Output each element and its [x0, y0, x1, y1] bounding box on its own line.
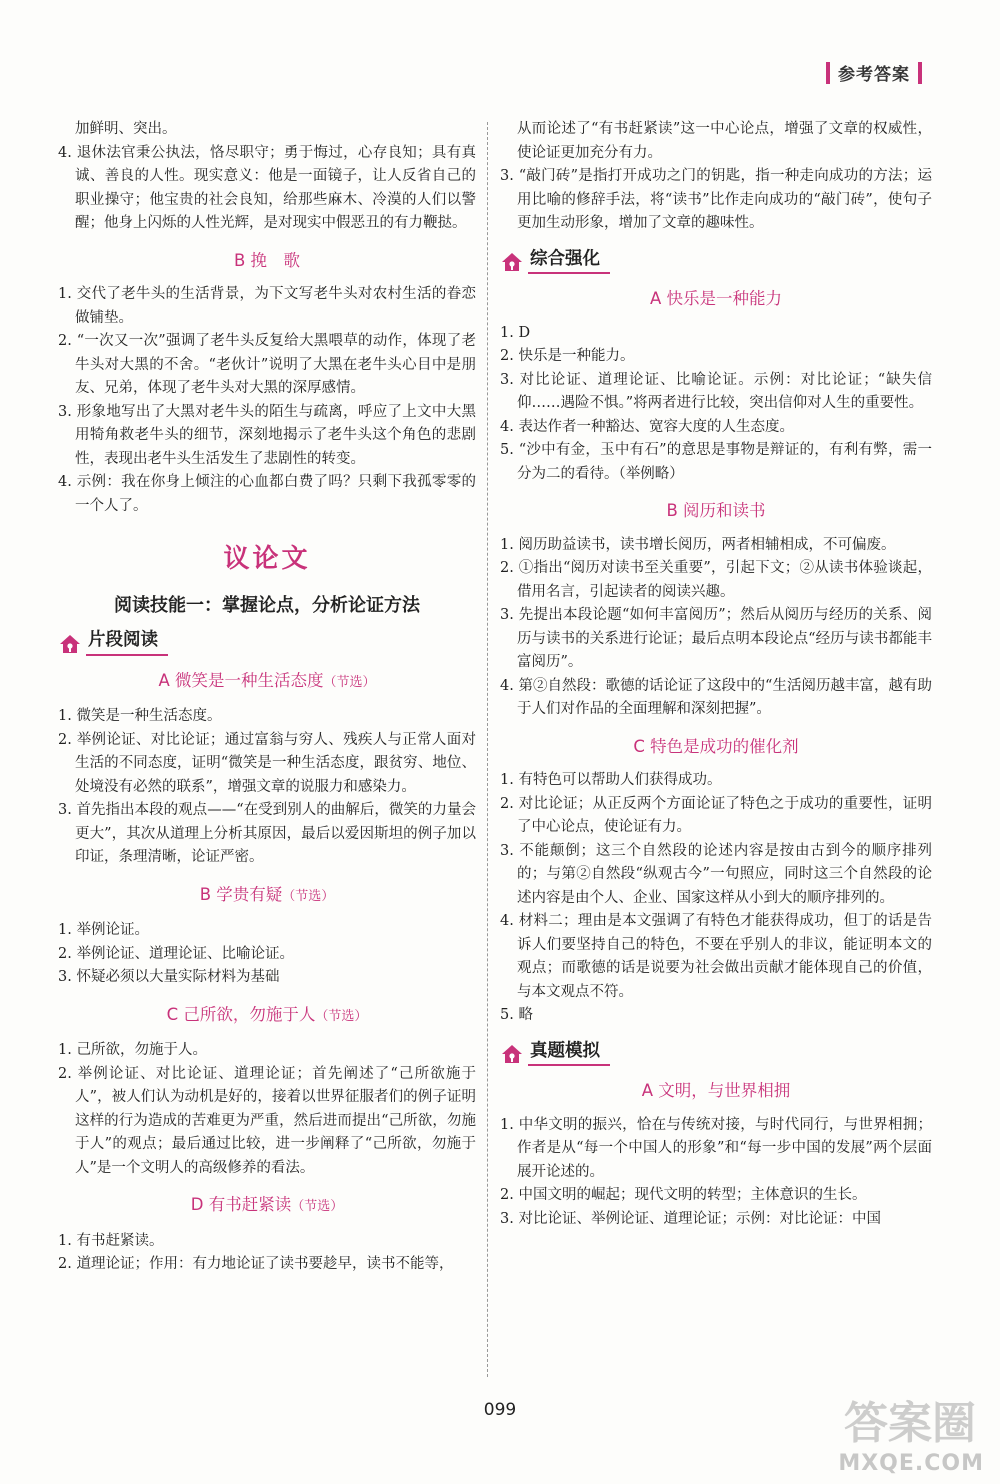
skill-heading: 阅读技能一：掌握论点，分析论证方法: [114, 594, 420, 616]
subsection-title-text: C 己所欲，勿施于人: [166, 1004, 316, 1024]
answer-item: 2. 快乐是一种能力。: [500, 348, 635, 364]
genre-title: 议论文: [223, 544, 311, 574]
right-column: [500, 118, 932, 1231]
subsection-title-text: C 特色是成功的催化剂: [633, 736, 799, 756]
answer-item: 3. “敲门砖”是指打开成功之门的钥匙，指一种走向成功的方法；运用比喻的修辞手法，将“读书”比作走向成功的“敲门砖”，使句子更加生动形象，增加了文章的趣味性。: [500, 168, 932, 231]
section-header: [500, 248, 932, 275]
subsection-title-text: A 文明，与世界相拥: [641, 1081, 791, 1100]
house-icon: [500, 1042, 524, 1066]
section-label: 综合强化: [528, 248, 610, 275]
answer-item: 1. D: [500, 324, 531, 341]
subsection-title: [500, 735, 932, 759]
answer-item: 1. 微笑是一种生活态度。: [58, 708, 222, 724]
watermark-logo: [838, 1383, 988, 1478]
answer-item: 3. 对比论证、道理论证、比喻论证。示例：对比论证；“缺失信仰……遇险不惧。”将两者进行比较，突出信仰对人生的重要性。: [500, 371, 932, 411]
watermark-text: 答案圈: [844, 1398, 976, 1449]
answer-item: 3. 形象地写出了大黑对老牛头的陌生与疏离，呼应了上文中大黑用犄角救老牛头的细节，深刻地揭示了老牛头这个角色的悲剧性，表现出老牛头生活发生了悲剧性的转变。: [58, 403, 476, 467]
subsection-note: （节选）: [323, 674, 376, 690]
answer-item: 1. 己所欲，勿施于人。: [58, 1042, 207, 1058]
subsection-title: [58, 249, 476, 273]
section-label: 片段阅读: [86, 629, 168, 656]
subsection-note: （节选）: [291, 1199, 344, 1214]
page-number: 099: [483, 1400, 517, 1420]
answer-item: 3. 首先指出本段的观点——“在受到别人的曲解后，微笑的力量会更大”，其次从道理上分析其原因，最后以爱因斯坦的例子加以印证，条理清晰，论证严密。: [58, 802, 476, 865]
answer-item: 2. 举例论证、道理论证、比喻论证。: [58, 945, 294, 962]
subsection-title: [500, 1079, 932, 1103]
answer-item: 1. 中华文明的振兴，恰在与传统对接，与时代同行，与世界相拥；作者是从“每一个中国人的形象”和“每一步中国的发展”两个层面展开论述的。: [500, 1116, 932, 1180]
section-header: [500, 1040, 932, 1067]
answer-item: 1. 交代了老牛头的生活背景，为下文写老牛头对农村生活的眷恋做铺垫。: [58, 286, 476, 326]
subsection-title: [500, 287, 932, 311]
subsection-title: [58, 1003, 476, 1029]
answer-item: 3. 不能颠倒；这三个自然段的论述内容是按由古到今的顺序排列的；与第②自然段“纵观古今”一句照应，同时这三个自然段的论述内容是由个人、企业、国家这样从小到大的顺序排列的。: [500, 842, 932, 906]
house-icon: [500, 250, 524, 274]
answer-continuation: 加鲜明、突出。: [75, 121, 177, 137]
left-column: [58, 118, 476, 1277]
watermark-url: MXQE.COM: [838, 1451, 984, 1476]
subsection-title: [58, 1193, 476, 1219]
subsection-title-text: A 快乐是一种能力: [649, 289, 783, 308]
answer-item: 5. 略: [500, 1007, 533, 1023]
section-label: 真题模拟: [528, 1040, 610, 1067]
answer-item: 2. 道理论证；作用：有力地论证了读书要趁早，读书不能等，: [58, 1256, 454, 1272]
answer-item: 2. 举例论证、对比论证、道理论证；首先阐述了“己所欲施于人”，被人们认为动机是好的，接着以世界征服者们的例子证明这样的行为造成的苦难更为严重，然后进而提出“己所欲，勿施于人”的观点；最后通过比较，进一步阐释了“己所欲，勿施于人”是一个文明人的高级修养的看法。: [58, 1065, 476, 1176]
header-title: 参考答案: [838, 65, 910, 85]
answer-item: 1. 举例论证。: [58, 922, 149, 938]
subsection-title-text: D 有书赶紧读: [190, 1195, 292, 1214]
answer-item: 4. 材料二；理由是本文强调了有特色才能获得成功，但丁的话是告诉人们要坚持自己的特色，不要在乎别人的非议，能证明本文的观点；而歌德的话是说要为社会做出贡献才能体现自己的价值，与本文观点不符。: [500, 913, 932, 1000]
answer-item: 1. 阅历助益读书，读书增长阅历，两者相辅相成，不可偏废。: [500, 536, 896, 553]
column-divider: [487, 122, 488, 1377]
answer-item: 3. 对比论证、举例论证、道理论证；示例：对比论证：中国: [500, 1210, 881, 1227]
answer-item: 2. “一次又一次”强调了老牛头反复给大黑喂草的动作，体现了老牛头对大黑的不舍。“老伙计”说明了大黑在老牛头心目中是朋友、兄弟，体现了老牛头对大黑的深厚感情。: [58, 333, 476, 396]
answer-item: 2. 对比论证；从正反两个方面论证了特色之于成功的重要性，证明了中心论点，使论证有力。: [500, 795, 932, 835]
page-header: [826, 60, 922, 85]
subsection-title: [58, 883, 476, 909]
subsection-title-text: B 学贵有疑: [199, 884, 283, 904]
answer-item: 2. 中国文明的崛起；现代文明的转型；主体意识的生长。: [500, 1187, 867, 1203]
answer-item: 2. 举例论证、对比论证；通过富翁与穷人、残疾人与正常人面对生活的不同态度，证明“微笑是一种生活态度，跟贫穷、地位、处境没有必然的联系”，增强文章的说服力和感染力。: [58, 731, 476, 795]
answer-item: 4. 第②自然段：歌德的话论证了这段中的“生活阅历越丰富，越有助于人们对作品的全面理解和深刻把握”。: [500, 677, 932, 717]
answer-item: 4. 示例：我在你身上倾注的心血都白费了吗？只剩下我孤零零的一个人了。: [58, 474, 476, 514]
subsection-title-text: B 阅历和读书: [666, 501, 766, 520]
subsection-title-text: B 挽 歌: [233, 250, 301, 270]
answer-item: 5. “沙中有金，玉中有石”的意思是事物是辩证的，有利有弊，需一分为二的看待。（举例略）: [500, 442, 932, 482]
section-header: [58, 629, 476, 656]
subsection-title: [58, 669, 476, 695]
answer-item: 1. 有书赶紧读。: [58, 1232, 164, 1249]
header-left-bar: [826, 62, 830, 84]
subsection-note: （节选）: [282, 888, 335, 904]
header-right-bar: [918, 62, 922, 84]
subsection-title: [500, 499, 932, 523]
answer-item: 3. 怀疑必须以大量实际材料为基础: [58, 969, 280, 985]
answer-item: 4. 表达作者一种豁达、宽容大度的人生态度。: [500, 418, 794, 435]
answer-continuation: 从而论述了“有书赶紧读”这一中心论点，增强了文章的权威性，使论证更加充分有力。: [517, 121, 932, 161]
house-icon: [58, 632, 82, 656]
answer-item: 1. 有特色可以帮助人们获得成功。: [500, 772, 722, 788]
subsection-title-text: A 微笑是一种生活态度: [158, 670, 324, 690]
answer-item: 3. 先提出本段论题“如何丰富阅历”；然后从阅历与经历的关系、阅历与读书的关系进行论证；最后点明本段论点“经历与读书都能丰富阅历”。: [500, 607, 932, 670]
answer-item: 4. 退休法官秉公执法，恪尽职守；勇于悔过，心存良知；具有真诚、善良的人性。现实意义：他是一面镜子，让人反省自己的职业操守；他宝贵的社会良知，给那些麻木、冷漠的人们以警醒；他身上闪烁的人性光辉，是对现实中假恶丑的有力鞭挞。: [58, 144, 476, 231]
subsection-note: （节选）: [315, 1008, 368, 1024]
answer-item: 2. ①指出“阅历对读书至关重要”，引起下文；②从读书体验谈起，借用名言，引起读者的阅读兴趣。: [500, 560, 932, 600]
